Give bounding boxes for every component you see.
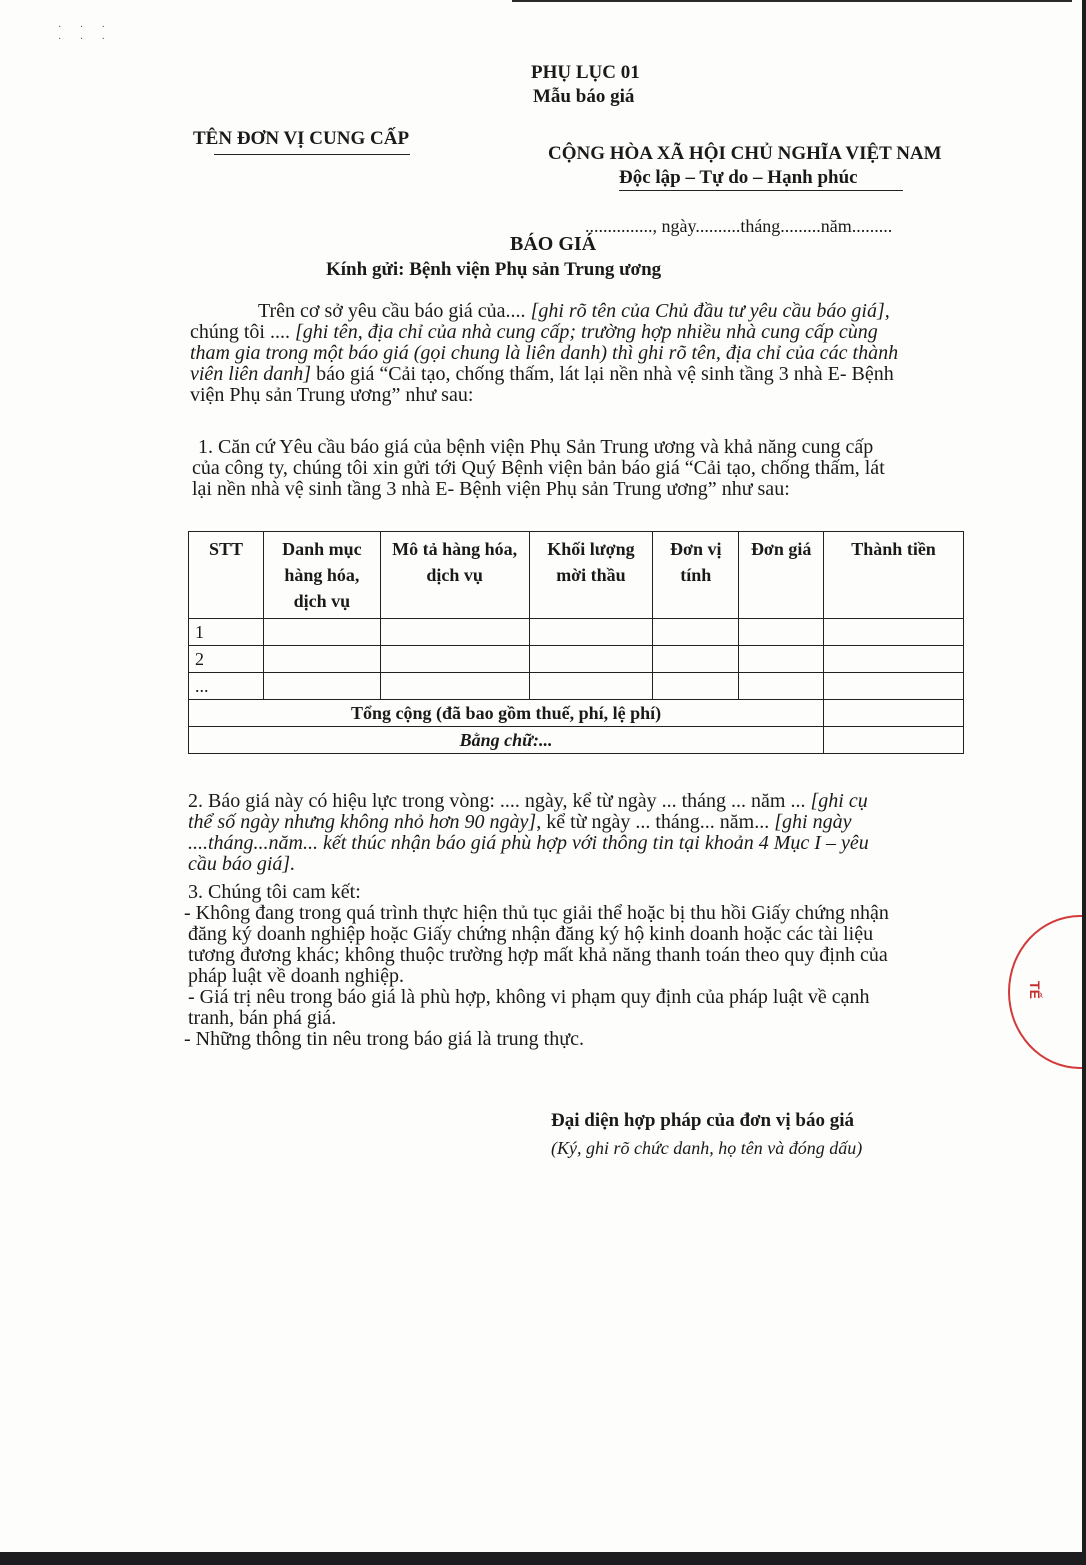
header-unit: Đơn vị tính [653, 532, 739, 619]
table-cell[interactable] [739, 646, 824, 673]
header-stt: STT [189, 532, 264, 619]
form-name: Mẫu báo giá [533, 86, 635, 107]
intro-placeholder: tham gia trong một báo giá (gọi chung là liên danh) thì ghi rõ tên, địa chỉ của các thành [190, 342, 899, 364]
quotation-table [188, 531, 964, 754]
table-cell[interactable] [529, 619, 653, 646]
supplier-name: TÊN ĐƠN VỊ CUNG CẤP [193, 128, 410, 149]
top-edge-rule [512, 0, 1072, 2]
item-3-heading: 3. Chúng tôi cam kết: [188, 881, 361, 903]
commitment-line: đăng ký doanh nghiệp hoặc Giấy chứng nhận đăng ký hộ kinh doanh hoặc các tài liệu [188, 923, 874, 945]
table-cell[interactable] [529, 646, 653, 673]
red-seal-stamp [1008, 915, 1082, 1069]
header-item: Danh mục hàng hóa, dịch vụ [263, 532, 380, 619]
header-amount: Thành tiền [824, 532, 964, 619]
commitment-line: - Những thông tin nêu trong báo giá là trung thực. [184, 1028, 584, 1050]
intro-placeholder: [ghi tên, địa chỉ của nhà cung cấp; trường hợp nhiều nhà cung cấp cùng [295, 321, 878, 343]
row-number: 2 [189, 646, 264, 673]
table-cell[interactable] [529, 673, 653, 700]
table-cell[interactable] [653, 646, 739, 673]
row-number: ... [189, 673, 264, 700]
supplier-underline [214, 154, 410, 155]
item-1-line: lại nền nhà vệ sinh tầng 3 nhà E- Bệnh viện Phụ sản Trung ương” như sau: [192, 478, 790, 500]
appendix-label: PHỤ LỤC 01 [531, 62, 640, 83]
words-row [189, 727, 964, 754]
item-2-placeholder: [ghi cụ [810, 790, 868, 812]
document-title: BÁO GIÁ [510, 233, 597, 255]
country-name: CỘNG HÒA XÃ HỘI CHỦ NGHĨA VIỆT NAM [548, 143, 942, 164]
motto: Độc lập – Tự do – Hạnh phúc [619, 167, 858, 188]
intro-placeholder: viên liên danh] [190, 363, 312, 385]
item-1-line: của công ty, chúng tôi xin gửi tới Quý Bệnh viện bản báo giá “Cải tạo, chống thấm, lát [192, 457, 885, 479]
table-cell[interactable] [380, 673, 529, 700]
intro-text: Trên cơ sở yêu cầu báo giá của.... [258, 300, 531, 322]
item-2-placeholder: cầu báo giá]. [188, 853, 296, 875]
item-2-text: , kể từ ngày ... tháng... năm... [536, 811, 775, 833]
item-3-paragraph [184, 881, 889, 1050]
total-row [189, 700, 964, 727]
item-2-paragraph [188, 791, 869, 875]
total-amount-cell[interactable] [824, 700, 964, 727]
table-cell[interactable] [824, 673, 964, 700]
item-2-placeholder: thể số ngày nhưng không nhỏ hơn 90 ngày] [188, 811, 537, 833]
item-1-paragraph [192, 436, 885, 500]
table-cell[interactable] [739, 619, 824, 646]
signature-title: Đại diện hợp pháp của đơn vị báo giá [551, 1110, 854, 1131]
commitment-line: - Giá trị nêu trong báo giá là phù hợp, không vi phạm quy định của pháp luật về cạnh [188, 986, 870, 1008]
table-cell[interactable] [653, 619, 739, 646]
table-cell[interactable] [263, 619, 380, 646]
motto-underline [619, 190, 903, 191]
table-cell[interactable] [380, 646, 529, 673]
amount-in-words-cell[interactable] [824, 727, 964, 754]
commitment-line: tranh, bán phá giá. [188, 1007, 337, 1029]
table-row [189, 646, 964, 673]
table-row [189, 673, 964, 700]
header-unit-price: Đơn giá [739, 532, 824, 619]
intro-text: báo giá “Cải tạo, chống thấm, lát lại nền nhà vệ sinh tầng 3 nhà E- Bệnh [311, 363, 894, 385]
scan-speckles: · · · · · · [58, 22, 113, 45]
row-number: 1 [189, 619, 264, 646]
table-header-row [189, 532, 964, 619]
commitment-line: pháp luật về doanh nghiệp. [188, 965, 405, 987]
stamp-text: TẾ [1026, 981, 1043, 999]
table-cell[interactable] [380, 619, 529, 646]
table-cell[interactable] [824, 619, 964, 646]
table-cell[interactable] [739, 673, 824, 700]
amount-in-words-label: Bằng chữ:... [189, 727, 824, 754]
item-2-placeholder: ....tháng...năm... kết thúc nhận báo giá phù hợp với thông tin tại khoản 4 Mục I – yêu [188, 832, 869, 854]
commitment-line: tương đương khác; không thuộc trường hợp mất khả năng thanh toán theo quy định của [188, 944, 888, 966]
header-quantity: Khối lượng mời thầu [529, 532, 653, 619]
item-2-placeholder: [ghi ngày [774, 811, 852, 833]
recipient-line: Kính gửi: Bệnh viện Phụ sản Trung ương [326, 259, 662, 280]
table-cell[interactable] [263, 673, 380, 700]
date-line: ..............., ngày..........tháng.........năm......... [585, 216, 893, 236]
intro-text: viện Phụ sản Trung ương” như sau: [190, 384, 474, 406]
intro-placeholder: [ghi rõ tên của Chủ đầu tư yêu cầu báo giá], [530, 300, 890, 322]
total-label: Tổng cộng (đã bao gồm thuế, phí, lệ phí) [189, 700, 824, 727]
intro-paragraph [190, 301, 898, 406]
table-cell[interactable] [824, 646, 964, 673]
table-cell[interactable] [263, 646, 380, 673]
intro-text: chúng tôi .... [190, 321, 295, 343]
item-1-line: 1. Căn cứ Yêu cầu báo giá của bệnh viện Phụ Sản Trung ương và khả năng cung cấp [198, 436, 874, 458]
commitment-line: - Không đang trong quá trình thực hiện thủ tục giải thể hoặc bị thu hồi Giấy chứng nhận [184, 902, 889, 924]
item-2-text: 2. Báo giá này có hiệu lực trong vòng: .... ngày, kể từ ngày ... tháng ... năm ... [188, 790, 811, 812]
table-row [189, 619, 964, 646]
header-description: Mô tả hàng hóa, dịch vụ [380, 532, 529, 619]
signature-note: (Ký, ghi rõ chức danh, họ tên và đóng dấu) [551, 1138, 863, 1158]
table-cell[interactable] [653, 673, 739, 700]
